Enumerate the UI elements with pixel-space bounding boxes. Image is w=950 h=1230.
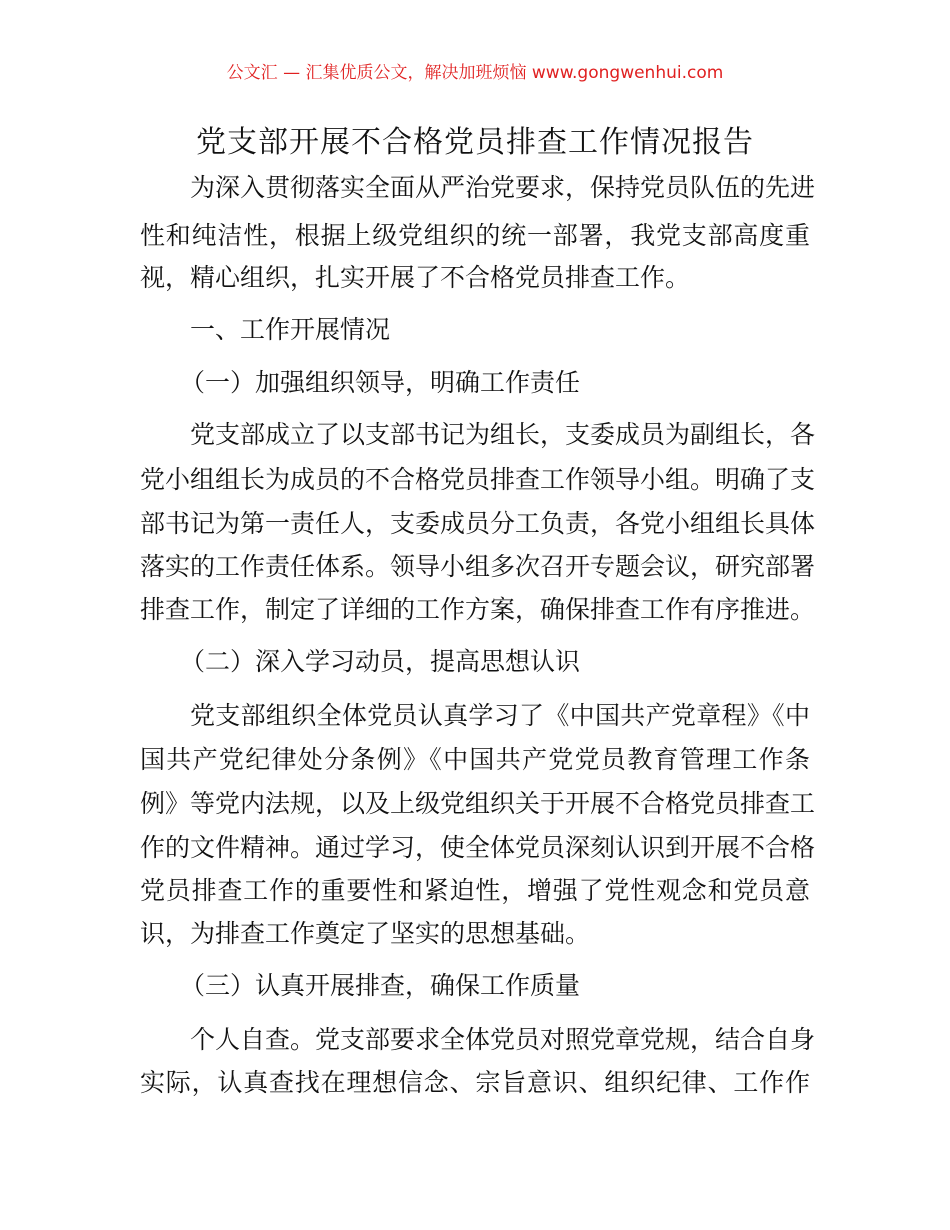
paragraph-line: 党支部组织全体党员认真学习了《中国共产党章程》《中 (190, 701, 810, 730)
subsection-heading: （三）认真开展排查，确保工作质量 (180, 971, 581, 1000)
section-heading: 一、工作开展情况 (190, 315, 391, 344)
paragraph-line: 视，精心组织，扎实开展了不合格党员排查工作。 (140, 263, 691, 292)
paragraph-line: 例》等党内法规，以及上级党组织关于开展不合格党员排查工 (140, 789, 816, 818)
paragraph-line: 作的文件精神。通过学习，使全体党员深刻认识到开展不合格 (140, 833, 816, 862)
paragraph-line: 性和纯洁性，根据上级党组织的统一部署，我党支部高度重 (140, 221, 810, 250)
paragraph-line: 党支部成立了以支部书记为组长，支委成员为副组长，各 (190, 420, 816, 449)
paragraph-line: 识，为排查工作奠定了坚实的思想基础。 (140, 919, 591, 948)
paragraph-line: 党小组组长为成员的不合格党员排查工作领导小组。明确了支 (140, 465, 816, 494)
paragraph-line: 个人自查。党支部要求全体党员对照党章党规，结合自身 (190, 1025, 816, 1054)
paragraph-line: 为深入贯彻落实全面从严治党要求，保持党员队伍的先进 (190, 173, 816, 202)
paragraph-line: 党员排查工作的重要性和紧迫性，增强了党性观念和党员意 (140, 876, 810, 905)
subsection-heading: （一）加强组织领导，明确工作责任 (180, 368, 581, 397)
paragraph-line: 实际，认真查找在理想信念、宗旨意识、组织纪律、工作作 (140, 1068, 810, 1097)
paragraph-line: 落实的工作责任体系。领导小组多次召开专题会议，研究部署 (140, 552, 816, 581)
document-title: 党支部开展不合格党员排查工作情况报告 (196, 125, 754, 160)
paragraph-line: 部书记为第一责任人，支委成员分工负责，各党小组组长具体 (140, 509, 816, 538)
subsection-heading: （二）深入学习动员，提高思想认识 (180, 647, 581, 676)
paragraph-line: 国共产党纪律处分条例》《中国共产党党员教育管理工作条 (140, 745, 810, 774)
site-banner: 公文汇 — 汇集优质公文，解决加班烦恼 www.gongwenhui.com (226, 63, 724, 83)
paragraph-line: 排查工作，制定了详细的工作方案，确保排查工作有序推进。 (140, 595, 816, 624)
